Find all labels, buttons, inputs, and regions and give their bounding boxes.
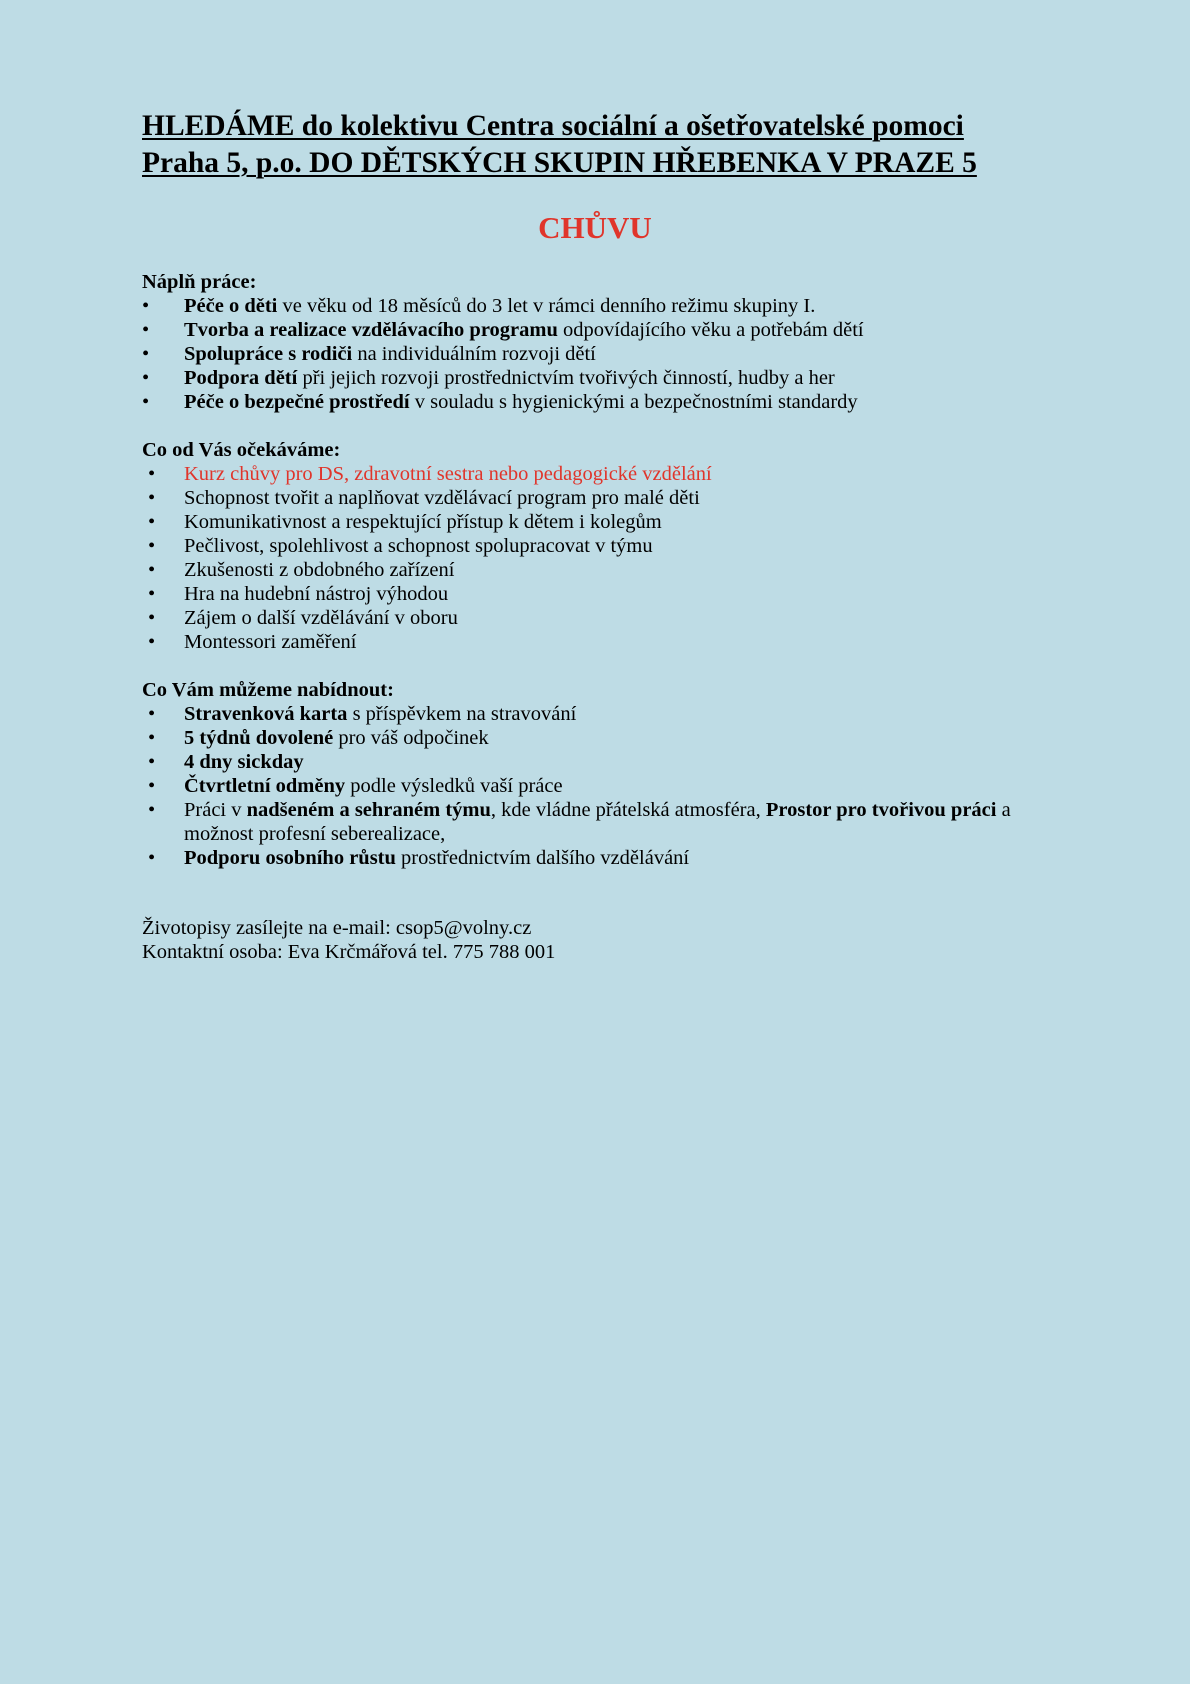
requirements-section (142, 438, 1062, 654)
duties-list (142, 294, 1062, 414)
position-title: CHŮVU (538, 210, 652, 245)
bullet: • (148, 751, 156, 773)
item-bold: Stravenková karta (184, 703, 348, 725)
item-bold: Čtvrtletní odměny (184, 775, 346, 797)
duties-title: Náplň práce: (142, 271, 257, 293)
bullet: • (148, 799, 156, 821)
bullet: • (148, 583, 156, 605)
bullet: • (142, 343, 150, 365)
list-item (142, 366, 1062, 390)
bullet: • (148, 607, 156, 629)
headline-line-2: Praha 5, p.o. DO DĚTSKÝCH SKUPIN HŘEBENKA V PRAZE 5 (142, 147, 977, 179)
duties-section (142, 270, 1062, 414)
item-bold: nadšeném a sehraném týmu (246, 799, 491, 821)
contact-person-line: Kontaktní osoba: Eva Krčmářová tel. 775 788 001 (142, 941, 556, 963)
headline (142, 108, 1062, 182)
requirements-title: Co od Vás očekáváme: (142, 439, 341, 461)
bullet: • (148, 511, 156, 533)
bullet: • (148, 535, 156, 557)
item-bold: Péče o bezpečné prostředí (184, 391, 410, 413)
bullet: • (148, 703, 156, 725)
item-bold: Tvorba a realizace vzdělávacího programu (184, 319, 558, 341)
bullet: • (148, 463, 156, 485)
offer-title: Co Vám můžeme nabídnout: (142, 679, 394, 701)
item-bold: Spolupráce s rodiči (184, 343, 353, 365)
item-text: při jejich rozvoji prostřednictvím tvořivých činností, hudby a her (297, 367, 835, 389)
item-bold: Podpora dětí (184, 367, 298, 389)
cv-email-line: Životopisy zasílejte na e-mail: csop5@volny.cz (142, 917, 532, 939)
list-item (142, 846, 1062, 870)
item-text: pro váš odpočinek (333, 727, 489, 749)
list-item (142, 390, 1062, 414)
headline-line-1: HLEDÁME do kolektivu Centra sociální a ošetřovatelské pomoci (142, 110, 964, 142)
list-item (142, 798, 1064, 846)
bullet: • (142, 367, 150, 389)
item-text: podle výsledků vaší práce (345, 775, 563, 797)
item-text: v souladu s hygienickými a bezpečnostními standardy (409, 391, 858, 413)
bullet: • (142, 391, 150, 413)
list-item (142, 558, 1062, 582)
list-item (142, 534, 1062, 558)
item-bold: Podporu osobního růstu (184, 847, 396, 869)
item-text: Montessori zaměření (184, 631, 357, 653)
list-item (142, 774, 1062, 798)
list-item (142, 486, 1062, 510)
item-text: odpovídajícího věku a potřebám dětí (557, 319, 864, 341)
item-bold: 4 dny sickday (184, 751, 304, 773)
list-item (142, 702, 1062, 726)
bullet: • (148, 847, 156, 869)
item-bold: 5 týdnů dovolené (184, 727, 334, 749)
item-text: Práci v (184, 799, 247, 821)
item-text: s příspěvkem na stravování (347, 703, 577, 725)
list-item (142, 510, 1062, 534)
list-item (142, 318, 1062, 342)
list-item (142, 342, 1062, 366)
list-item (142, 726, 1062, 750)
list-item (142, 630, 1062, 654)
bullet: • (148, 487, 156, 509)
item-text: Schopnost tvořit a naplňovat vzdělávací program pro malé děti (184, 487, 700, 509)
item-text: Pečlivost, spolehlivost a schopnost spolupracovat v týmu (184, 535, 653, 557)
item-text: prostřednictvím dalšího vzdělávání (395, 847, 690, 869)
item-text: na individuálním rozvoji dětí (352, 343, 596, 365)
item-text: Zkušenosti z obdobného zařízení (184, 559, 455, 581)
item-text: Komunikativnost a respektující přístup k dětem i kolegům (184, 511, 662, 533)
list-item (142, 582, 1062, 606)
item-text: ve věku od 18 měsíců do 3 let v rámci denního režimu skupiny I. (277, 295, 816, 317)
item-text: , kde vládne přátelská atmosféra, (490, 799, 766, 821)
bullet: • (148, 559, 156, 581)
item-text: Hra na hudební nástroj výhodou (184, 583, 449, 605)
item-bold: Péče o děti (184, 295, 278, 317)
bullet: • (142, 319, 150, 341)
requirements-list (142, 462, 1062, 654)
list-item (142, 750, 1062, 774)
item-text: a možnost profesní seberealizace, (184, 799, 1011, 845)
offer-list (142, 702, 1062, 870)
bullet: • (148, 775, 156, 797)
item-text-highlight: Kurz chůvy pro DS, zdravotní sestra nebo pedagogické vzdělání (184, 463, 712, 485)
item-bold: Prostor pro tvořivou práci (765, 799, 997, 821)
list-item (142, 294, 1062, 318)
list-item (142, 606, 1062, 630)
list-item (142, 462, 1062, 486)
contact-info (142, 916, 555, 964)
offer-section (142, 678, 1062, 870)
bullet: • (148, 631, 156, 653)
item-text: Zájem o další vzdělávání v oboru (184, 607, 458, 629)
bullet: • (142, 295, 150, 317)
bullet: • (148, 727, 156, 749)
